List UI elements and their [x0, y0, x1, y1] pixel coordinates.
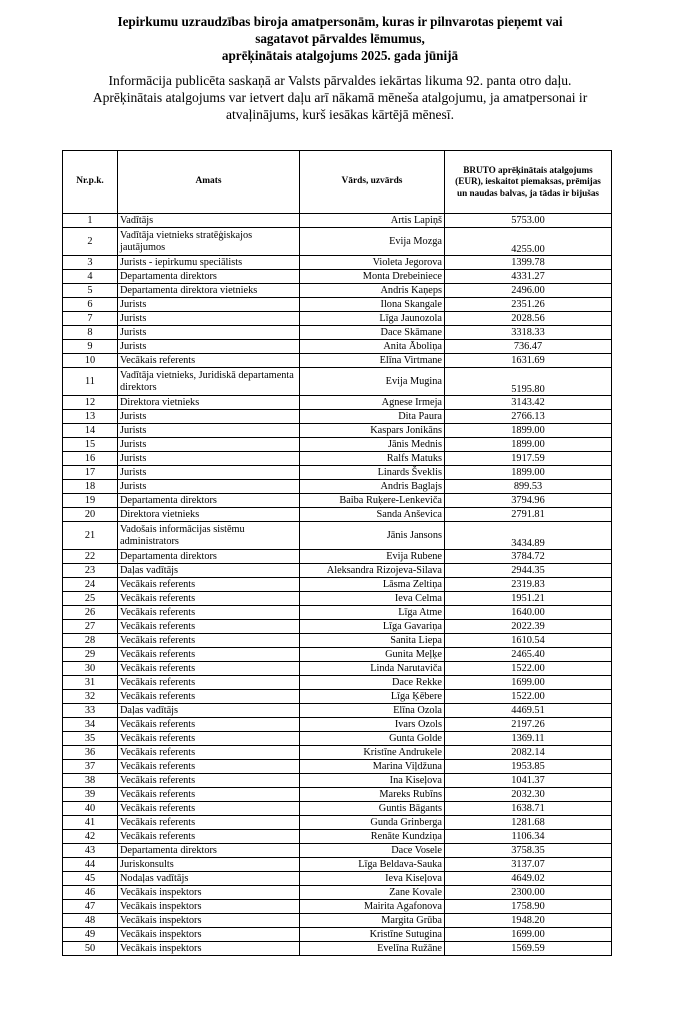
cell-alga: 1399.78 [445, 256, 612, 270]
cell-alga: 1522.00 [445, 690, 612, 704]
table-row [63, 564, 612, 578]
cell-amats: Vecākais referents [118, 746, 300, 760]
table-row [63, 214, 612, 228]
cell-vards: Marina Viļdžuna [300, 760, 445, 774]
cell-vards: Zane Kovale [300, 886, 445, 900]
cell-alga: 2032.30 [445, 788, 612, 802]
cell-nr: 50 [63, 942, 118, 956]
cell-amats: Vecākais referents [118, 354, 300, 368]
cell-vards: Ralfs Matuks [300, 452, 445, 466]
cell-amats: Vecākais referents [118, 732, 300, 746]
cell-amats: Departamenta direktors [118, 270, 300, 284]
cell-vards: Lāsma Zeltiņa [300, 578, 445, 592]
cell-alga: 5753.00 [445, 214, 612, 228]
table-row [63, 634, 612, 648]
table-row [63, 326, 612, 340]
table-body [63, 214, 612, 956]
table-row [63, 410, 612, 424]
cell-nr: 3 [63, 256, 118, 270]
cell-vards: Evija Rubene [300, 550, 445, 564]
table-row [63, 774, 612, 788]
cell-vards: Dace Vosele [300, 844, 445, 858]
cell-amats: Jurists [118, 466, 300, 480]
table-row [63, 438, 612, 452]
table-row [63, 844, 612, 858]
cell-vards: Ieva Celma [300, 592, 445, 606]
cell-nr: 22 [63, 550, 118, 564]
cell-alga: 1917.59 [445, 452, 612, 466]
cell-nr: 41 [63, 816, 118, 830]
cell-vards: Ieva Kiseļova [300, 872, 445, 886]
cell-vards: Monta Drebeiniece [300, 270, 445, 284]
cell-vards: Sanda Anševica [300, 508, 445, 522]
cell-vards: Ivars Ozols [300, 718, 445, 732]
table-row [63, 396, 612, 410]
cell-vards: Dace Rekke [300, 676, 445, 690]
table-row [63, 354, 612, 368]
cell-alga: 736.47 [445, 340, 612, 354]
cell-vards: Kristīne Andrukele [300, 746, 445, 760]
table-row [63, 942, 612, 956]
cell-nr: 32 [63, 690, 118, 704]
table-row [63, 676, 612, 690]
table-row [63, 578, 612, 592]
table-row [63, 480, 612, 494]
table-row [63, 900, 612, 914]
cell-vards: Andris Baglajs [300, 480, 445, 494]
table-row [63, 886, 612, 900]
cell-nr: 17 [63, 466, 118, 480]
cell-vards: Aleksandra Rizojeva-Silava [300, 564, 445, 578]
cell-vards: Evija Mugina [300, 368, 445, 396]
table-row [63, 312, 612, 326]
cell-alga: 899.53 [445, 480, 612, 494]
cell-alga: 1951.21 [445, 592, 612, 606]
cell-nr: 16 [63, 452, 118, 466]
cell-amats: Vadošais informācijas sistēmu administrators [118, 522, 300, 550]
cell-alga: 2022.39 [445, 620, 612, 634]
cell-nr: 12 [63, 396, 118, 410]
cell-alga: 3434.89 [445, 522, 612, 550]
table-header-row [63, 151, 612, 214]
cell-amats: Jurists [118, 438, 300, 452]
cell-vards: Mairita Agafonova [300, 900, 445, 914]
table-row [63, 802, 612, 816]
cell-alga: 1569.59 [445, 942, 612, 956]
cell-nr: 4 [63, 270, 118, 284]
cell-nr: 26 [63, 606, 118, 620]
cell-nr: 27 [63, 620, 118, 634]
cell-alga: 1638.71 [445, 802, 612, 816]
cell-alga: 1899.00 [445, 424, 612, 438]
cell-vards: Gunita Meļķe [300, 648, 445, 662]
cell-nr: 39 [63, 788, 118, 802]
cell-amats: Direktora vietnieks [118, 508, 300, 522]
table-row [63, 368, 612, 396]
cell-alga: 3758.35 [445, 844, 612, 858]
table-row [63, 788, 612, 802]
cell-nr: 37 [63, 760, 118, 774]
table-row [63, 550, 612, 564]
cell-amats: Vecākais referents [118, 690, 300, 704]
cell-nr: 7 [63, 312, 118, 326]
cell-amats: Jurists [118, 312, 300, 326]
cell-vards: Mareks Rubīns [300, 788, 445, 802]
cell-amats: Vadītāja vietnieks, Juridiskā departamenta direktors [118, 368, 300, 396]
cell-amats: Vecākais referents [118, 816, 300, 830]
cell-vards: Dace Skāmane [300, 326, 445, 340]
cell-nr: 13 [63, 410, 118, 424]
header-vards: Vārds, uzvārds [300, 151, 445, 214]
subtitle-line-1: Informācija publicēta saskaņā ar Valsts pārvaldes iekārtas likuma 92. panta otro daļu. [108, 73, 572, 88]
cell-vards: Līga Jaunozola [300, 312, 445, 326]
table-row [63, 494, 612, 508]
cell-vards: Dita Paura [300, 410, 445, 424]
cell-vards: Ina Kiseļova [300, 774, 445, 788]
header-alga: BRUTO aprēķinātais atalgojums (EUR), ieskaitot piemaksas, prēmijas un naudas balvas, ja tādas ir bijušas [445, 151, 612, 214]
cell-amats: Juriskonsults [118, 858, 300, 872]
cell-vards: Artis Lapiņš [300, 214, 445, 228]
cell-vards: Ilona Skangale [300, 298, 445, 312]
cell-amats: Vecākais referents [118, 578, 300, 592]
cell-vards: Linards Šveklis [300, 466, 445, 480]
cell-alga: 5195.80 [445, 368, 612, 396]
cell-amats: Vecākais inspektors [118, 900, 300, 914]
table-row [63, 858, 612, 872]
table-row [63, 620, 612, 634]
cell-nr: 29 [63, 648, 118, 662]
cell-nr: 43 [63, 844, 118, 858]
cell-amats: Vecākais referents [118, 634, 300, 648]
cell-amats: Vecākais referents [118, 620, 300, 634]
cell-amats: Nodaļas vadītājs [118, 872, 300, 886]
cell-amats: Vecākais inspektors [118, 886, 300, 900]
cell-nr: 30 [63, 662, 118, 676]
cell-vards: Jānis Jansons [300, 522, 445, 550]
cell-alga: 1699.00 [445, 928, 612, 942]
cell-alga: 3143.42 [445, 396, 612, 410]
table-row [63, 466, 612, 480]
cell-alga: 1281.68 [445, 816, 612, 830]
cell-nr: 14 [63, 424, 118, 438]
cell-nr: 23 [63, 564, 118, 578]
table-row [63, 872, 612, 886]
cell-vards: Margita Grūba [300, 914, 445, 928]
cell-nr: 38 [63, 774, 118, 788]
cell-alga: 2465.40 [445, 648, 612, 662]
cell-amats: Vecākais referents [118, 802, 300, 816]
cell-amats: Jurists [118, 340, 300, 354]
table-row [63, 592, 612, 606]
table-row [63, 256, 612, 270]
cell-vards: Gunta Golde [300, 732, 445, 746]
cell-nr: 45 [63, 872, 118, 886]
cell-vards: Līga Atme [300, 606, 445, 620]
cell-alga: 1758.90 [445, 900, 612, 914]
cell-vards: Baiba Ruķere-Lenkeviča [300, 494, 445, 508]
cell-vards: Renāte Kundziņa [300, 830, 445, 844]
title-line-1: Iepirkumu uzraudzības biroja amatpersonām, kuras ir pilnvarotas pieņemt vai [117, 14, 563, 29]
cell-nr: 33 [63, 704, 118, 718]
cell-nr: 40 [63, 802, 118, 816]
cell-amats: Vecākais referents [118, 648, 300, 662]
table-row [63, 816, 612, 830]
cell-vards: Jānis Mednis [300, 438, 445, 452]
cell-nr: 15 [63, 438, 118, 452]
table-row [63, 284, 612, 298]
cell-vards: Gunda Grinberga [300, 816, 445, 830]
table-row [63, 718, 612, 732]
cell-amats: Vecākais referents [118, 676, 300, 690]
cell-alga: 2791.81 [445, 508, 612, 522]
table-row [63, 914, 612, 928]
cell-vards: Linda Narutaviča [300, 662, 445, 676]
title-line-3: aprēķinātais atalgojums 2025. gada jūnijā [221, 48, 459, 63]
cell-vards: Elīna Ozola [300, 704, 445, 718]
cell-alga: 4469.51 [445, 704, 612, 718]
cell-alga: 2351.26 [445, 298, 612, 312]
cell-nr: 9 [63, 340, 118, 354]
cell-amats: Direktora vietnieks [118, 396, 300, 410]
table-row [63, 732, 612, 746]
cell-alga: 4331.27 [445, 270, 612, 284]
cell-vards: Andris Kaņeps [300, 284, 445, 298]
cell-nr: 20 [63, 508, 118, 522]
cell-alga: 1948.20 [445, 914, 612, 928]
cell-alga: 1899.00 [445, 438, 612, 452]
cell-alga: 4255.00 [445, 228, 612, 256]
cell-alga: 2496.00 [445, 284, 612, 298]
cell-amats: Vecākais referents [118, 760, 300, 774]
cell-amats: Vecākais referents [118, 662, 300, 676]
cell-amats: Vecākais inspektors [118, 942, 300, 956]
cell-alga: 1899.00 [445, 466, 612, 480]
cell-amats: Daļas vadītājs [118, 564, 300, 578]
cell-alga: 1699.00 [445, 676, 612, 690]
cell-vards: Sanita Liepa [300, 634, 445, 648]
cell-amats: Jurists [118, 480, 300, 494]
cell-nr: 18 [63, 480, 118, 494]
cell-vards: Kristīne Sutugina [300, 928, 445, 942]
cell-amats: Vecākais referents [118, 606, 300, 620]
cell-amats: Jurists [118, 298, 300, 312]
table-row [63, 746, 612, 760]
cell-nr: 35 [63, 732, 118, 746]
table-row [63, 830, 612, 844]
cell-nr: 1 [63, 214, 118, 228]
document-title [0, 13, 680, 64]
cell-nr: 6 [63, 298, 118, 312]
cell-alga: 2766.13 [445, 410, 612, 424]
cell-amats: Jurists [118, 424, 300, 438]
cell-alga: 1369.11 [445, 732, 612, 746]
cell-nr: 24 [63, 578, 118, 592]
cell-amats: Departamenta direktora vietnieks [118, 284, 300, 298]
cell-vards: Kaspars Jonikāns [300, 424, 445, 438]
cell-alga: 4649.02 [445, 872, 612, 886]
table-row [63, 690, 612, 704]
cell-alga: 2197.26 [445, 718, 612, 732]
cell-amats: Vecākais referents [118, 718, 300, 732]
cell-nr: 28 [63, 634, 118, 648]
cell-alga: 3137.07 [445, 858, 612, 872]
cell-alga: 2944.35 [445, 564, 612, 578]
table-row [63, 760, 612, 774]
table-row [63, 662, 612, 676]
cell-amats: Jurists - iepirkumu speciālists [118, 256, 300, 270]
table-row [63, 424, 612, 438]
cell-amats: Vecākais inspektors [118, 928, 300, 942]
table-row [63, 270, 612, 284]
cell-nr: 36 [63, 746, 118, 760]
subtitle-line-2: Aprēķinātais atalgojums var ietvert daļu arī nākamā mēneša atalgojumu, ja amatpersonai ir [92, 90, 588, 105]
cell-vards: Elīna Virtmane [300, 354, 445, 368]
table-row [63, 508, 612, 522]
cell-vards: Līga Ķēbere [300, 690, 445, 704]
document-subtitle [0, 72, 680, 123]
cell-alga: 2028.56 [445, 312, 612, 326]
cell-nr: 5 [63, 284, 118, 298]
table-row [63, 928, 612, 942]
cell-vards: Anita Āboliņa [300, 340, 445, 354]
cell-nr: 47 [63, 900, 118, 914]
cell-alga: 2319.83 [445, 578, 612, 592]
cell-nr: 8 [63, 326, 118, 340]
cell-nr: 31 [63, 676, 118, 690]
cell-amats: Vecākais referents [118, 830, 300, 844]
cell-amats: Vecākais referents [118, 592, 300, 606]
table-row [63, 704, 612, 718]
cell-amats: Vecākais referents [118, 788, 300, 802]
subtitle-line-3: atvaļinājums, kurš iesākas kārtējā mēnesī. [225, 107, 454, 122]
table-row [63, 228, 612, 256]
cell-amats: Daļas vadītājs [118, 704, 300, 718]
cell-alga: 2082.14 [445, 746, 612, 760]
title-line-2: sagatavot pārvaldes lēmumus, [255, 31, 425, 46]
cell-amats: Vadītāja vietnieks stratēģiskajos jautājumos [118, 228, 300, 256]
cell-amats: Jurists [118, 326, 300, 340]
salary-table [62, 150, 612, 956]
cell-alga: 1953.85 [445, 760, 612, 774]
cell-alga: 2300.00 [445, 886, 612, 900]
cell-nr: 25 [63, 592, 118, 606]
cell-vards: Evelīna Ružāne [300, 942, 445, 956]
cell-nr: 21 [63, 522, 118, 550]
cell-nr: 42 [63, 830, 118, 844]
table-row [63, 298, 612, 312]
cell-alga: 1631.69 [445, 354, 612, 368]
cell-alga: 1041.37 [445, 774, 612, 788]
cell-vards: Evija Mozga [300, 228, 445, 256]
cell-nr: 48 [63, 914, 118, 928]
cell-vards: Violeta Jegorova [300, 256, 445, 270]
cell-amats: Jurists [118, 410, 300, 424]
header-nr: Nr.p.k. [63, 151, 118, 214]
cell-amats: Departamenta direktors [118, 550, 300, 564]
cell-alga: 3784.72 [445, 550, 612, 564]
cell-nr: 2 [63, 228, 118, 256]
cell-alga: 1610.54 [445, 634, 612, 648]
cell-nr: 49 [63, 928, 118, 942]
table-row [63, 340, 612, 354]
table-row [63, 522, 612, 550]
cell-nr: 34 [63, 718, 118, 732]
cell-alga: 3794.96 [445, 494, 612, 508]
cell-nr: 19 [63, 494, 118, 508]
header-amats: Amats [118, 151, 300, 214]
cell-vards: Guntis Bāgants [300, 802, 445, 816]
cell-alga: 1106.34 [445, 830, 612, 844]
cell-nr: 44 [63, 858, 118, 872]
cell-amats: Vecākais inspektors [118, 914, 300, 928]
cell-amats: Departamenta direktors [118, 844, 300, 858]
cell-vards: Agnese Irmeja [300, 396, 445, 410]
cell-alga: 1522.00 [445, 662, 612, 676]
table-row [63, 606, 612, 620]
table-row [63, 648, 612, 662]
cell-vards: Līga Gavariņa [300, 620, 445, 634]
cell-nr: 10 [63, 354, 118, 368]
cell-alga: 1640.00 [445, 606, 612, 620]
cell-alga: 3318.33 [445, 326, 612, 340]
cell-nr: 11 [63, 368, 118, 396]
cell-amats: Vecākais referents [118, 774, 300, 788]
cell-vards: Līga Beldava-Sauka [300, 858, 445, 872]
cell-amats: Vadītājs [118, 214, 300, 228]
table-row [63, 452, 612, 466]
cell-amats: Departamenta direktors [118, 494, 300, 508]
cell-nr: 46 [63, 886, 118, 900]
cell-amats: Jurists [118, 452, 300, 466]
